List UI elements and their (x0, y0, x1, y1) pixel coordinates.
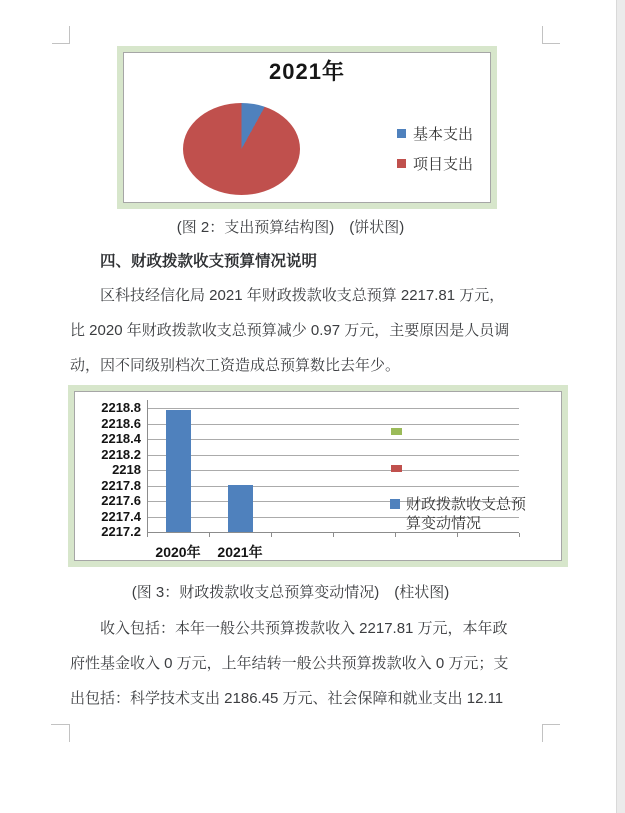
y-axis-tick-label: 2217.4 (101, 508, 141, 524)
bar-2020年 (166, 410, 191, 532)
y-axis-tick-label: 2218.2 (101, 446, 141, 462)
x-axis-tick (147, 533, 148, 537)
x-axis-tick (457, 533, 458, 537)
figure2-caption: (图 2：支出预算结构图) (饼状图) (176, 219, 405, 236)
pie-chart-area (123, 52, 491, 203)
text-line: 区科技经信化局 2021 年财政拨款收支总预算 2217.81 万元， (100, 287, 505, 304)
legend-swatch-basic-expenditure-icon (397, 129, 406, 138)
y-axis-tick-label: 2217.2 (101, 524, 141, 539)
crop-mark-top-left (69, 26, 70, 44)
pie-legend (397, 123, 473, 183)
y-axis-tick-label: 2218.4 (101, 431, 141, 446)
crop-mark-bottom-right (542, 724, 543, 742)
text-line: 府性基金收入 0 万元，上年结转一般公共预算拨款收入 0 万元；支 (70, 655, 509, 672)
x-axis-category-label: 2021年 (217, 544, 263, 560)
crop-mark-bottom-right (542, 724, 560, 725)
crop-mark-top-right (542, 43, 560, 44)
crop-mark-bottom-left (69, 724, 70, 742)
gridline (147, 470, 519, 471)
text-line: 出包括：科学技术支出 2186.45 万元、社会保障和就业支出 12.11 (70, 690, 504, 707)
pie-graphic (183, 103, 300, 195)
gridline (147, 408, 519, 409)
y-axis-tick-label: 2217.8 (101, 477, 141, 493)
legend-item (397, 153, 473, 174)
crop-mark-top-right (542, 26, 543, 44)
y-axis-tick-label: 2218.6 (101, 415, 141, 431)
red-series-marker-icon (391, 465, 402, 472)
gridline (147, 455, 519, 456)
y-axis-tick-label: 2218 (112, 462, 141, 477)
crop-mark-top-left (52, 43, 70, 44)
green-series-marker-icon (391, 428, 402, 435)
gridline (147, 486, 519, 487)
x-axis-tick (209, 533, 210, 537)
legend-label: 财政拨款收支总预算变动情况 (406, 496, 527, 532)
paragraph-budget-summary (70, 278, 542, 383)
x-axis-tick (519, 533, 520, 537)
y-axis-tick-label: 2217.6 (101, 493, 141, 508)
bar-2021年 (228, 485, 253, 532)
legend-label: 项目支出 (413, 156, 474, 173)
x-axis-category-label: 2020年 (155, 544, 201, 560)
window-right-edge (616, 0, 625, 813)
x-axis-tick (271, 533, 272, 537)
bar-chart-area (74, 391, 562, 561)
bar-chart-figure[interactable] (68, 385, 568, 567)
bar-legend (390, 495, 536, 533)
text-line: 动，因不同级别档次工资造成总预算数比去年少。 (70, 357, 401, 374)
figure3-caption: (图 3：财政拨款收支总预算变动情况) (柱状图) (131, 584, 450, 601)
pie-chart-title: 2021年 (269, 59, 345, 84)
text-line: 收入包括：本年一般公共预算拨款收入 2217.81 万元，本年政 (100, 620, 508, 637)
paragraph-income-expenditure (70, 611, 542, 716)
crop-mark-bottom-left (51, 724, 69, 725)
text-line: 比 2020 年财政拨款收支总预算减少 0.97 万元，主要原因是人员调 (70, 322, 510, 339)
bar-plot (75, 392, 561, 560)
y-axis-line (147, 400, 148, 532)
x-axis-tick (333, 533, 334, 537)
gridline (147, 439, 519, 440)
legend-label: 基本支出 (413, 126, 474, 143)
y-axis-tick-label: 2218.8 (101, 400, 141, 415)
legend-swatch-project-expenditure-icon (397, 159, 406, 168)
pie-chart-figure[interactable] (117, 46, 497, 209)
x-axis-tick (395, 533, 396, 537)
legend-item (397, 123, 473, 144)
section-heading: 四、财政拨款收支预算情况说明 (100, 253, 318, 270)
gridline (147, 424, 519, 425)
legend-swatch-budget-series-icon (390, 499, 400, 509)
